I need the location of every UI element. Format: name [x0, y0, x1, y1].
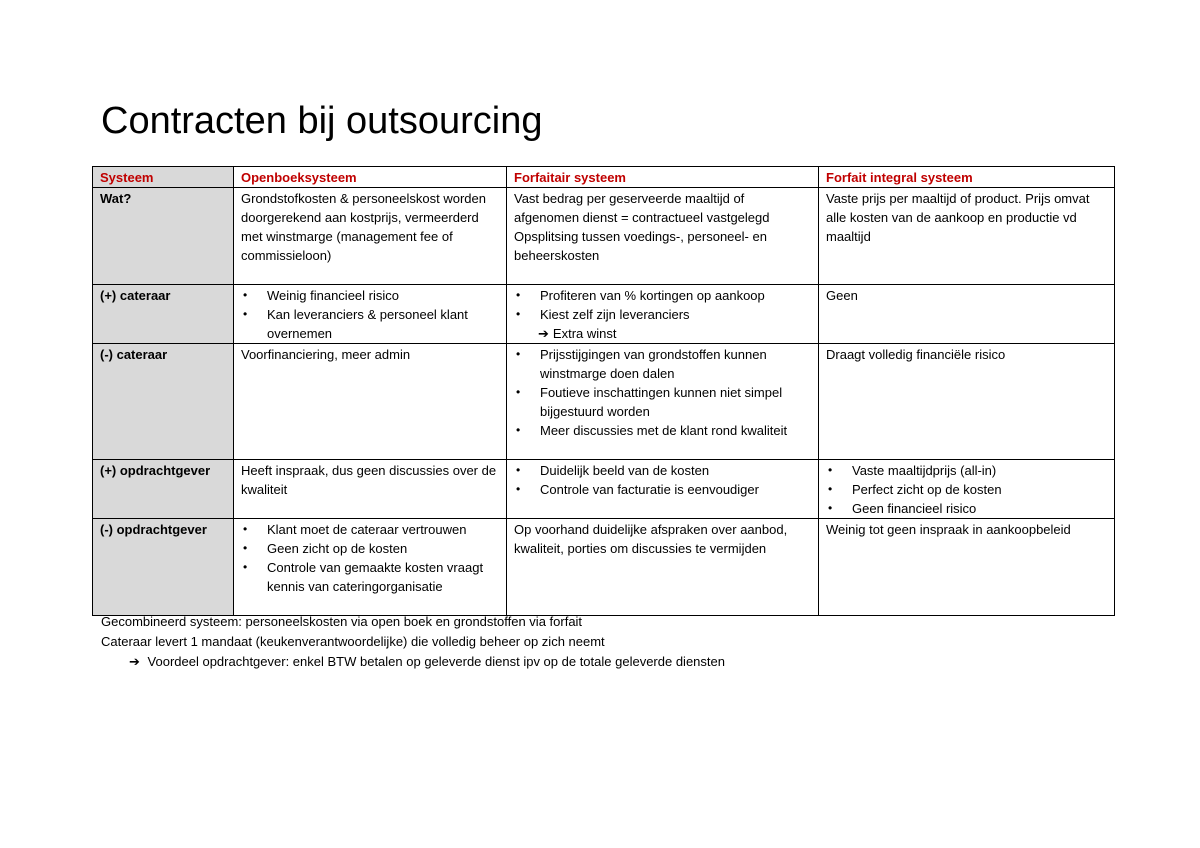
header-forfait-integral: Forfait integral systeem: [819, 167, 1115, 188]
bullet-icon: •: [516, 288, 521, 302]
table-cell: [234, 285, 507, 344]
list-item: • Perfect zicht op de kosten: [828, 482, 1002, 497]
arrow-right-icon: ➔: [538, 326, 549, 341]
row-label: (+) opdrachtgever: [93, 460, 234, 519]
list-item: • Geen financieel risico: [828, 501, 977, 516]
list-item: • Profiteren van % kortingen op aankoop: [516, 288, 765, 303]
bullet-icon: •: [516, 307, 521, 321]
table-row: [93, 519, 1115, 616]
row-label: (-) opdrachtgever: [93, 519, 234, 616]
bullet-icon: •: [243, 522, 248, 536]
bullet-icon: •: [516, 385, 521, 399]
list-item: • Duidelijk beeld van de kosten: [516, 463, 710, 478]
row-label: Wat?: [93, 188, 234, 285]
table-cell: Heeft inspraak, dus geen discussies over de kwaliteit: [234, 460, 507, 519]
note-advantage: ➔ Voordeel opdrachtgever: enkel BTW betalen op geleverde dienst ipv op de totale geleverde diensten: [129, 654, 725, 669]
sub-point: ➔ Extra winst: [538, 326, 617, 341]
table-cell: Voorfinanciering, meer admin: [234, 344, 507, 460]
page-title: Contracten bij outsourcing: [101, 100, 543, 142]
bullet-icon: •: [243, 541, 248, 555]
bullet-icon: •: [828, 501, 833, 515]
table-cell: [507, 460, 819, 519]
table-cell: [507, 344, 819, 460]
arrow-right-icon: ➔: [129, 654, 140, 669]
list-item: • Kiest zelf zijn leveranciers: [516, 307, 690, 322]
table-cell: Draagt volledig financiële risico: [819, 344, 1115, 460]
table-cell: Vast bedrag per geserveerde maaltijd of afgenomen dienst = contractueel vastgelegd Opsplitsing tussen voedings-, personeel- en beheerskosten: [507, 188, 819, 285]
table-row: [93, 285, 1115, 344]
list-item: • Klant moet de cateraar vertrouwen: [243, 522, 467, 537]
row-label: (+) cateraar: [93, 285, 234, 344]
list-item: • Controle van facturatie is eenvoudiger: [516, 482, 759, 497]
bullet-icon: •: [243, 307, 248, 321]
table-cell: [234, 519, 507, 616]
header-systeem: Systeem: [93, 167, 234, 188]
table-header-row: [93, 167, 1115, 188]
row-label: (-) cateraar: [93, 344, 234, 460]
table-cell: [507, 285, 819, 344]
list-item: • Kan leveranciers & personeel klant overnemen: [243, 307, 468, 341]
list-item: • Prijsstijgingen van grondstoffen kunnen winstmarge doen dalen: [516, 347, 767, 381]
table-row: [93, 344, 1115, 460]
bullet-icon: •: [516, 482, 521, 496]
table-cell: [819, 460, 1115, 519]
table-row: [93, 460, 1115, 519]
table-cell: Grondstofkosten & personeelskost worden doorgerekend aan kostprijs, vermeerderd met winstmarge (management fee of commissieloon): [234, 188, 507, 285]
notes-section: [101, 612, 725, 672]
table-cell: Geen: [819, 285, 1115, 344]
table-row: [93, 188, 1115, 285]
note-combined-system: Gecombineerd systeem: personeelskosten via open boek en grondstoffen via forfait: [101, 614, 583, 629]
list-item: • Weinig financieel risico: [243, 288, 399, 303]
bullet-icon: •: [243, 560, 248, 574]
note-mandate: Cateraar levert 1 mandaat (keukenverantwoordelijke) die volledig beheer op zich neemt: [101, 634, 605, 649]
header-openboeksysteem: Openboeksysteem: [234, 167, 507, 188]
header-forfaitair: Forfaitair systeem: [507, 167, 819, 188]
bullet-icon: •: [828, 482, 833, 496]
table-cell: Vaste prijs per maaltijd of product. Prijs omvat alle kosten van de aankoop en productie vd maaltijd: [819, 188, 1115, 285]
list-item: • Vaste maaltijdprijs (all-in): [828, 463, 997, 478]
list-item: • Foutieve inschattingen kunnen niet simpel bijgestuurd worden: [516, 385, 783, 419]
table-cell: Op voorhand duidelijke afspraken over aanbod, kwaliteit, porties om discussies te vermijden: [507, 519, 819, 616]
list-item: • Meer discussies met de klant rond kwaliteit: [516, 423, 788, 438]
bullet-icon: •: [516, 347, 521, 361]
table-cell: Weinig tot geen inspraak in aankoopbeleid: [819, 519, 1115, 616]
list-item: • Geen zicht op de kosten: [243, 541, 408, 556]
bullet-icon: •: [828, 463, 833, 477]
list-item: • Controle van gemaakte kosten vraagt kennis van cateringorganisatie: [243, 560, 484, 594]
bullet-icon: •: [516, 423, 521, 437]
bullet-icon: •: [516, 463, 521, 477]
contracts-table: [92, 166, 1115, 616]
bullet-icon: •: [243, 288, 248, 302]
